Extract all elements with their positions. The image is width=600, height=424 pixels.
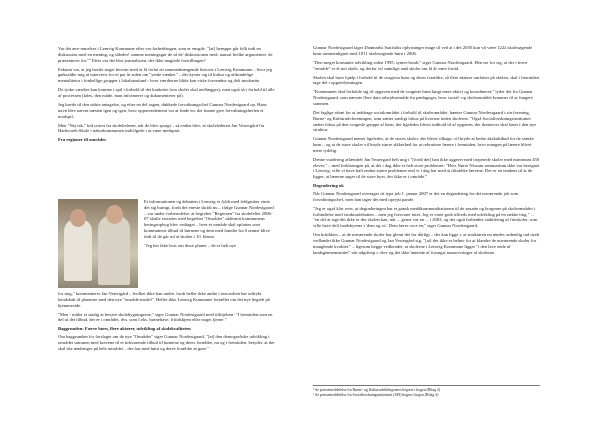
section-heading: Baggrunden: Færre børn, flere aktører, udvikling af skolekvaliteten [58, 326, 191, 332]
paragraph-part: sådermit kommunens beringsopbyg blev vedtaget – hver et område skal opfattes som kommunens tilbud til børnene og dem med familie fra 0 omme blive født til de går ud af skolen i 10. klasse. [144, 216, 270, 239]
paragraph: Skolen skal have hjælp i forhold til de svagesta børn og deres forældre, så flere aktører omfatter på skolen, skal i fremtiden tage del i opgaveløsningen. [313, 74, 539, 86]
paragraph: De tyske værdier kan komme i spil i forhold til det konkrete (om skoler skal nedlægges), men også så i forhold til alle af processen (fales, den måde, man informerer og dokumenterer på). [58, 87, 275, 98]
left-column [58, 0, 276, 145]
paragraph: Faktum var, at jeg havde noget besvær med at få forlat en sammenhængende historie i Lemvig Kommune – hvor jeg gæksaldte mig at interview for et par år siden om "yenle vænker" – der kyster sig til kultur og afdrindelige mentalitetur i fonkellige grupper i lokalsamfund - hvor værdierne blide kan virke forvendne og delt modsætte. [58, 66, 272, 84]
paragraph: Om kritikken – at de nuværende skoler har glemt det for dårligt – der kan ligge i, at strukturen nu ændes ordentlig rad rindt vedlandet ikke Gunnar Nordestgaard og Jan Vestergård sig, "[at] der ikke er behøv for at klandre de nuværende skoler for manglende kvalitet." – ligesom begge vedkender, at skolerne i Lemvig Kommune ligger "i den lave ende af landsgennemsnittet" når udgifterp r. elev og det ikke lønende af forsøgst numoveringer af skolerne. [313, 232, 540, 255]
paragraph: for mig," kommenterer Jan Vestergård – hvilket ikke kan undre, fordi heller ikke andre i reacardten har udtrykt kendskab til planerne med den nye "område-model". Heller ikke Lemvig Kommune fortællet om det nye begreb på hjemmeside. [58, 291, 270, 308]
paragraph: Gunnar Nordestgaard mener ligeledes, at de stores skoler, der bliver tilbage, vil bryde at bedre akskulttbud for de stærke børn – og at de store skoler vil bryde større sikkerhed for at rekruttere lærere i fremtiden, hvor mangen på lærere bliver mere tydelig. [313, 136, 534, 153]
paragraph: Det faglige afsæt for at inddrage socialområdet i forhold til skoleområdet, hænter Gunnar Nordestgaard i sin forening, Børne- og Kulturudvforeningen, som sætter særligt fokus på hvorsne inden skolerne. "Også Socialforskningsinstituttet sætter fokus på den svagesle gruppe af børn, der ligeledes bliver indhold til af opgaven, der ikemover skal løses i den nye struktur. [313, 109, 537, 133]
footnote: ¹ Se pressemeddelelse fra Børne- og Kulturudviklingsenes begrest i bogen (Bilag 2) [313, 388, 441, 392]
photo-two-men [58, 199, 138, 288]
paragraph: Jeg havde til den sidste antagelse, og efter en del sagen, dukkede forvaltningschef Gunnar Nordestgaard op. Hans navn blev nævnt næsten igen og igen, hvor oppavendement var at finde en, der kunne give forvaltningsherlen et modspil. [58, 101, 267, 119]
paragraph: "Jeg er også klar over, at degraderingen har et gansk meddkommunikationen til de ansatte og borgerne på skoleområdet i forbindelse med strukturdebatten – men jeg forsvarer intet. Jeg er varet godt tilfreds med udvikling på en række ting," ... "en del at sige det ikke er der skolen kan, når ... gerne var en ... i 2003, og der også forhenhet stabilering af frieskoler, som ville have delt landsbyerne i 'dem og os'. Dem lærer ovre en," siger Gunnar Nordestgaard. [313, 205, 538, 229]
paragraph: Om baggrunden for forslaget om de nye "Områder" siger Gunnar Nordestgaard, "[at] den demografiske udvikling i området sammen med kravene til et tidsvarende tilbud til børnene og deres forældre, nu og i fremtiden, betyder, at der skal ske ændringer på hele området – der har med børn og deres forældre at gøre." [58, 334, 275, 351]
wrapped-text [144, 199, 276, 252]
paragraph: Men "Nej tak," lød svaret fra skolelederen, når de blev spurgt – så enden blev, at skolelederen Jan Vestergård fra Harbooreb Skole i naborkommunen indvilgede i at være medspart. [58, 122, 265, 134]
paragraph: Denne vurdering affændrér Jan Vestergard helt ung i "[fordi det] han ikke uggerer med troperede skoler med minimum 450 elever," – med forklaringen på, at det i dag ikke er helt store problemer: "Hvis Nørre Nissum seminarium ikke var beregnet i Lemvig, ville vi have haft endnu større problemer end vi i dag har med at tiltrække lærerne. Der er en tendens til at de ligger, at lærerne søger til de store byer, der ikke er i område." [313, 156, 540, 180]
paragraph: "Men - måler et stadig at bevare skolebygningerne," siger Gunnar Nordestgaard med tilføjelsen: "I fremtiden som en del af det tilbud, der er i området, dvs. som f.eks. børnehave, fritidshjem eller noget fjerne." [58, 311, 273, 323]
paragraph [144, 199, 276, 240]
paragraph: "Den meget konstante udvikling siden 1995, syntes brudt," siger Gunnar Nordestgaard. Hen ser for sig, at der i hvert "område" er ét not skole, og derfor vil samtlige små skoler om få år være fortid. [313, 59, 528, 71]
left-column-lower [58, 291, 276, 355]
footnotes [313, 385, 540, 398]
paragraph-part: Et informationen og debatten i Lemvig er fyldt med feldgruber vinte det sig hurtigt, fordi det eneste skridt nu – ifølge Gunnar Nordestgaard – var under forberedelse: at begrebet "Regionen" fra skolefeltet 2006-07 skulle erstattes med begrebet "Områder" [144, 199, 274, 222]
paragraph: Når Gunnar Nordestgaard overtager rit type job 1. januar 2007 er det en degradering fra det nuværende job som forvaltningschef, men han tager det med oprejst pande. [313, 191, 519, 202]
paragraph: Gunnar Nordestgaard fager Danmarks Statistiks oplysninger mage til ved at i det 2030 kun vil være 1222 skolesøgende børn sammenlignet med 1811 skolesøgende børn i 2006. [313, 45, 533, 56]
section-heading: Degradering ok [313, 183, 344, 189]
paragraph: "Kommunen skal forholde sig til opgaven med de svageste børn langt mere aktivt og koordineret," lyder det fra Gunnar Nordestgaard, som nævnte flere data arbejdsområde fra pædagoger, hvor social- og skoleområdet kommer til at fungere sammen. [313, 89, 533, 106]
paragraph: "Jeg ber ikke bort om disse planer – de er helt nye [144, 242, 237, 248]
right-column [313, 0, 540, 259]
paragraph: Var det ære·mmelser i Lemvig Kommune efter var forbedringen, som er ensgde, "[at] hensppe går folk indi en diskussion med en mening, og således! samme meningsgør de så de' diskussionen med, uansat hvilke argumenter, de præsenteres for."" Efter var det blot journalisten, der ikke magtede forstillingen? [58, 46, 273, 63]
section-heading: Fra regioner til områder [58, 137, 107, 143]
footnote: ² Se pressemeddelelse fra Socialforskningsinstituttet (SFI) bogen i bogen (Bilag 3) [313, 392, 439, 397]
